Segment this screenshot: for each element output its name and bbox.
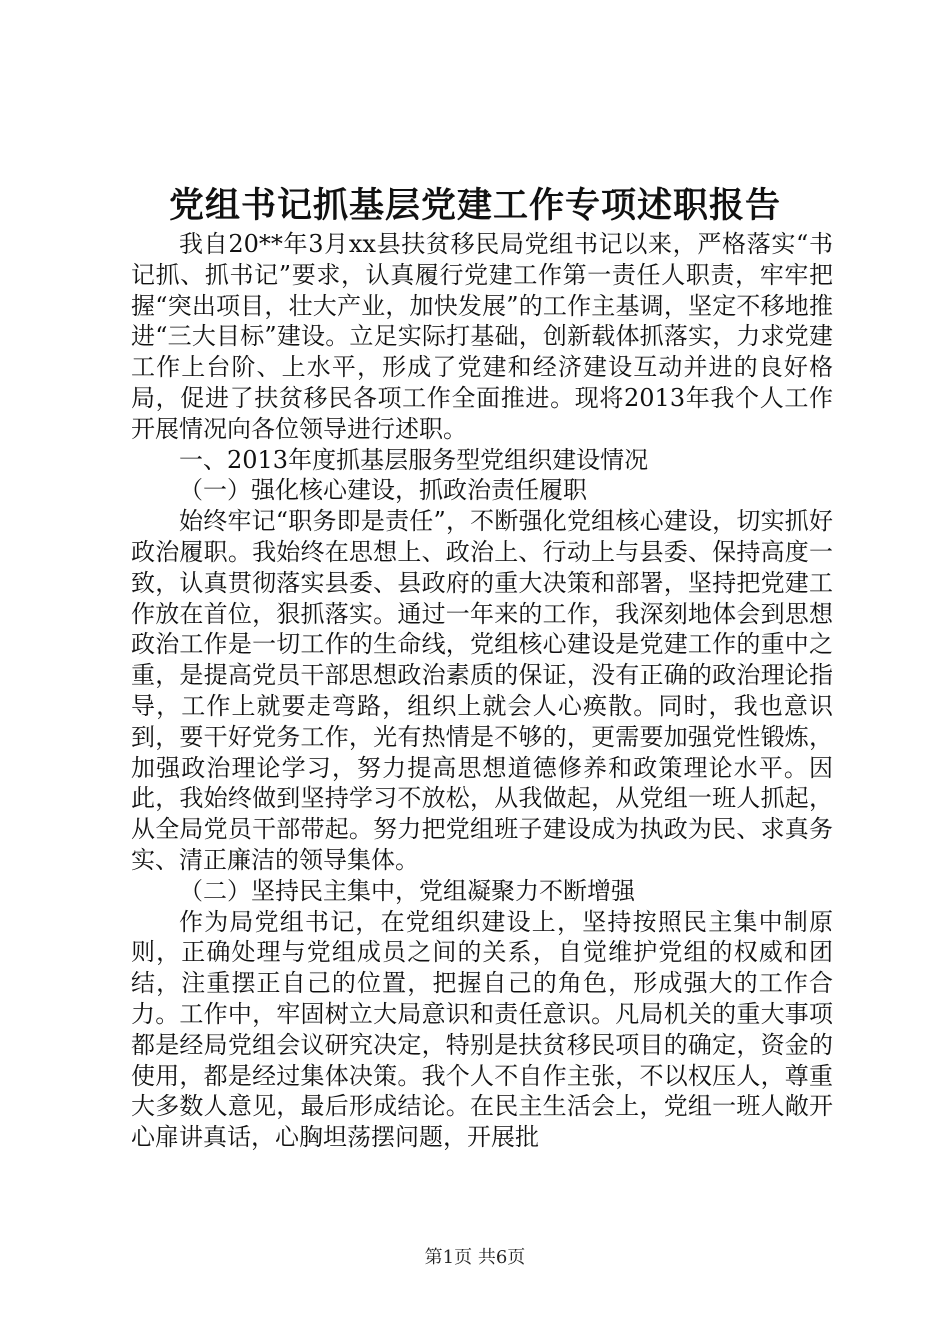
subsection-heading-2: （二）坚持民主集中，党组凝聚力不断增强 — [179, 876, 635, 905]
page-footer: 第1页 共6页 — [424, 1247, 526, 1268]
body-paragraph-2: 作为局党组书记，在党组织建设上，坚持按照民主集中制原则，正确处理与党组成员之间的关系，自觉维护党组的权威和团结，注重摆正自己的位置，把握自己的角色，形成强大的工作合力。工作中，牢固树立大局意识和责任意识。凡局机关的重大事项都是经局党组会议研究决定，特别是扶贫移民项目的确定，资金的使用，都是经过集体决策。我个人不自作主张，不以权压人，尊重大多数人意见，最后形成结论。在民主生活会上，党组一班人敞开心扉讲真话，心胸坦荡摆问题，开展批 — [131, 907, 833, 1152]
subsection-heading-1: （一）强化核心建设，抓政治责任履职 — [179, 476, 587, 505]
section-heading-1: 一、2013年度抓基层服务型党组织建设情况 — [179, 445, 649, 474]
document-body — [131, 229, 833, 1153]
intro-paragraph: 我自20**年3月xx县扶贫移民局党组书记以来，严格落实“书记抓、抓书记”要求，认真履行党建工作第一责任人职责，牢牢把握“突出项目，壮大产业，加快发展”的工作主基调，坚定不移地推进“三大目标”建设。立足实际打基础，创新载体抓落实，力求党建工作上台阶、上水平，形成了党建和经济建设互动并进的良好格局，促进了扶贫移民各项工作全面推进。现将2013年我个人工作开展情况向各位领导进行述职。 — [131, 230, 833, 443]
body-paragraph-1: 始终牢记“职务即是责任”，不断强化党组核心建设，切实抓好政治履职。我始终在思想上、政治上、行动上与县委、保持高度一致，认真贯彻落实县委、县政府的重大决策和部署，坚持把党建工作放在首位，狠抓落实。通过一年来的工作，我深刻地体会到思想政治工作是一切工作的生命线，党组核心建设是党建工作的重中之重，是提高党员干部思想政治素质的保证，没有正确的政治理论指导，工作上就要走弯路，组织上就会人心痪散。同时，我也意识到，要干好党务工作，光有热情是不够的，更需要加强党性锻炼，加强政治理论学习，努力提高思想道德修养和政策理论水平。因此，我始终做到坚持学习不放松，从我做起，从党组一班人抓起，从全局党员干部带起。努力把党组班子建设成为执政为民、求真务实、清正廉洁的领导集体。 — [131, 507, 833, 874]
document-title: 党组书记抓基层党建工作专项述职报告 — [168, 185, 781, 226]
